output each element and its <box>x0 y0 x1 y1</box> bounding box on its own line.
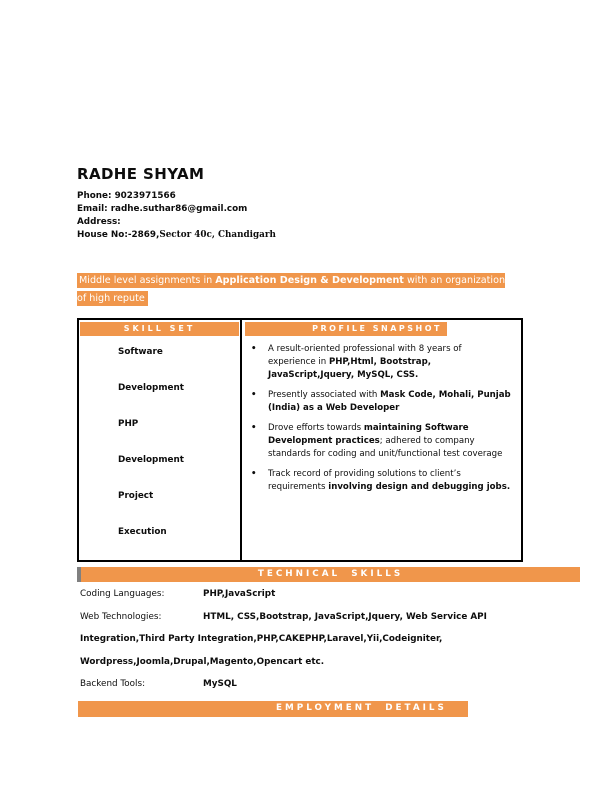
tech-skill-label: Coding Languages: <box>80 589 165 599</box>
address-city: Sector 40c, Chandigarh <box>159 230 276 240</box>
bullet-icon: • <box>251 390 257 400</box>
skill-list <box>79 346 240 539</box>
objective-statement <box>77 272 517 308</box>
tech-skill-row <box>80 678 540 691</box>
skill-set-header: SKILL SET <box>80 322 239 336</box>
tech-skill-value: MySQL <box>203 679 237 689</box>
contact-block <box>77 190 276 242</box>
skill-item: Project <box>118 491 154 501</box>
skill-item: Development <box>118 383 184 393</box>
bullet-icon: • <box>251 423 257 433</box>
tech-skill-value: PHP,JavaScript <box>203 589 276 599</box>
profile-bullet: • Presently associated with Mask Code, Mohali, Punjab (India) as a Web Developer <box>251 390 511 413</box>
technical-skills-header: TECHNICAL SKILLS <box>77 567 580 582</box>
address-house: House No:-2869, <box>77 230 160 240</box>
objective-bold: Application Design & Development <box>215 275 404 286</box>
profile-bullet: • Track record of providing solutions to client’s requirements involving design and debugging jobs. <box>251 469 511 492</box>
objective-suffix: with an organization of high repute <box>77 275 506 304</box>
tech-skill-label: Backend Tools: <box>80 679 146 689</box>
profile-bullet: • Drove efforts towards maintaining Software Development practices; adhered to company standards for coding and unit/functional test coverage <box>251 423 503 459</box>
tech-skill-value: Integration,Third Party Integration,PHP,CAKEPHP,Laravel,Yii,Codeigniter, <box>80 634 443 644</box>
employment-details-header: EMPLOYMENT DETAILS <box>78 701 468 717</box>
candidate-name: RADHE SHYAM <box>77 165 205 183</box>
profile-bullet-list <box>242 343 521 494</box>
bullet-icon: • <box>251 344 257 354</box>
technical-skills-list <box>80 588 540 701</box>
profile-snapshot-header: PROFILE SNAPSHOT <box>245 322 447 336</box>
tech-skill-row <box>80 588 540 601</box>
skill-set-column <box>79 320 242 560</box>
skill-item: PHP <box>118 419 139 429</box>
address-label: Address: <box>77 217 121 227</box>
tech-skill-row-continuation <box>80 656 540 669</box>
skill-profile-table <box>77 318 523 562</box>
skill-item: Development <box>118 455 184 465</box>
tech-skill-value: HTML, CSS,Bootstrap, JavaScript,Jquery, Web Service API <box>203 611 487 622</box>
skill-item: Software <box>118 347 163 357</box>
address-line <box>77 229 276 242</box>
profile-bullet: • A result-oriented professional with 8 years of experience in PHP,Html, Bootstrap, JavaScript,Jquery, MySQL, CSS. <box>251 344 462 380</box>
email-line: Email: radhe.suthar86@gmail.com <box>77 204 248 214</box>
skill-item: Execution <box>118 527 167 537</box>
objective-prefix: Middle level assignments in <box>79 275 216 286</box>
profile-snapshot-column <box>242 320 521 560</box>
bullet-icon: • <box>251 469 257 479</box>
phone-line: Phone: 9023971566 <box>77 191 176 201</box>
tech-skill-row-continuation <box>80 633 540 646</box>
tech-skill-value: Wordpress,Joomla,Drupal,Magento,Opencart etc. <box>80 656 325 667</box>
tech-skill-row <box>80 611 540 624</box>
tech-skill-label: Web Technologies: <box>80 611 162 622</box>
objective-highlight <box>77 273 505 306</box>
